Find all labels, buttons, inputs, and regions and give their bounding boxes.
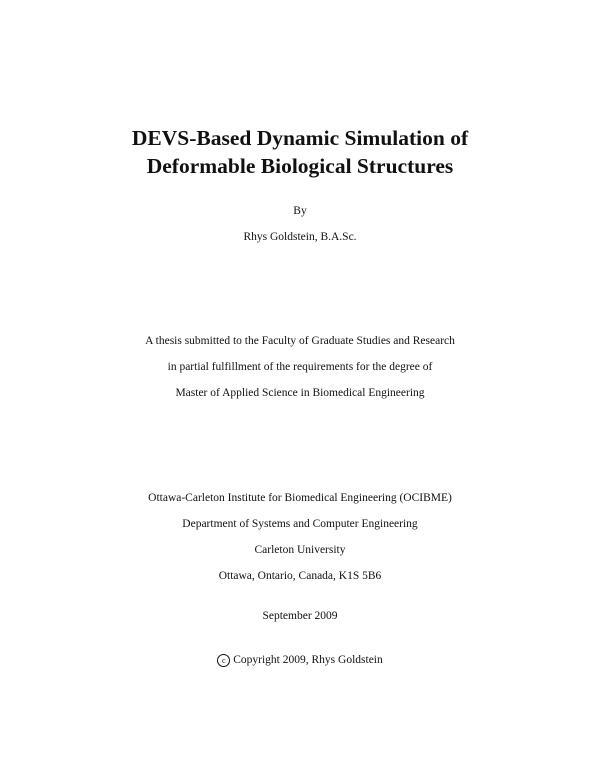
copyright-notice — [0, 652, 600, 668]
university-address: Ottawa, Ontario, Canada, K1S 5B6 — [218, 570, 382, 582]
statement-line-1: A thesis submitted to the Faculty of Graduate Studies and Research — [145, 335, 455, 347]
university-name: Carleton University — [254, 544, 346, 556]
institute-name: Ottawa-Carleton Institute for Biomedical Engineering (OCIBME) — [148, 492, 452, 504]
thesis-title-line-2: Deformable Biological Structures — [146, 154, 454, 178]
copyright-text: Copyright 2009, Rhys Goldstein — [233, 654, 383, 666]
department-name: Department of Systems and Computer Engineering — [182, 518, 418, 530]
byline-by: By — [293, 205, 307, 217]
statement-line-3: Master of Applied Science in Biomedical Engineering — [175, 387, 425, 399]
submission-date: September 2009 — [262, 610, 338, 622]
copyright-icon: c — [217, 654, 230, 667]
thesis-title-line-1: DEVS-Based Dynamic Simulation of — [131, 126, 469, 150]
statement-line-2: in partial fulfillment of the requirements for the degree of — [167, 361, 433, 373]
author-name: Rhys Goldstein, B.A.Sc. — [243, 231, 357, 243]
